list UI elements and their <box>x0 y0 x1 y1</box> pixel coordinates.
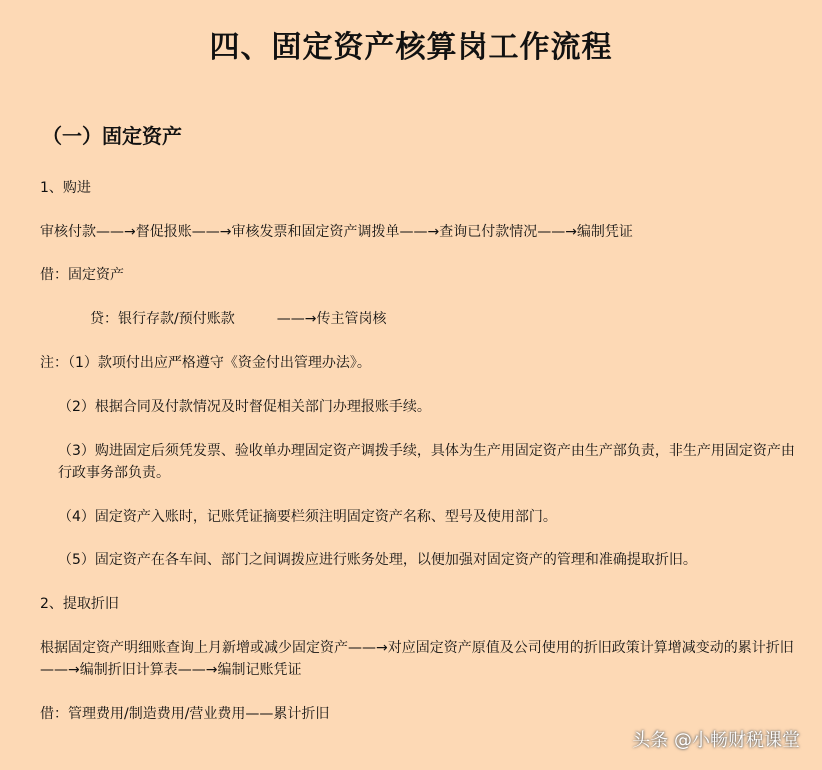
depreciation-debit: 借：管理费用/制造费用/营业费用——累计折旧 <box>40 706 330 722</box>
note-2: （2）根据合同及付款情况及时督促相关部门办理报账手续。 <box>58 399 431 415</box>
note-3 <box>58 440 800 484</box>
purchase-heading: 1、购进 <box>40 180 91 196</box>
purchase-credit: 贷：银行存款/预付账款 ——→传主管岗核 <box>90 311 387 327</box>
section-heading: （一）固定资产 <box>42 124 182 148</box>
note-5: （5）固定资产在各车间、部门之间调拨应进行账务处理，以便加强对固定资产的管理和准确提取折旧。 <box>58 552 697 568</box>
depreciation-heading: 2、提取折旧 <box>40 596 119 612</box>
note-4: （4）固定资产入账时，记账凭证摘要栏须注明固定资产名称、型号及使用部门。 <box>58 509 557 525</box>
purchase-flow: 审核付款——→督促报账——→审核发票和固定资产调拨单——→查询已付款情况——→编制凭证 <box>40 224 633 240</box>
note-3-text: （3）购进固定后须凭发票、验收单办理固定资产调拨手续，具体为生产用固定资产由生产部负责，非生产用固定资产由行政事务部负责。 <box>58 443 795 481</box>
purchase-debit: 借：固定资产 <box>40 267 124 283</box>
note-1: 注：（1）款项付出应严格遵守《资金付出管理办法》。 <box>40 355 371 371</box>
page-title: 四、固定资产核算岗工作流程 <box>209 30 613 65</box>
depreciation-flow: 根据固定资产明细账查询上月新增或减少固定资产——→对应固定资产原值及公司使用的折旧政策计算增减变动的累计折旧——→编制折旧计算表——→编制记账凭证 <box>40 640 794 678</box>
watermark: 头条 @小畅财税课堂 <box>632 730 800 751</box>
